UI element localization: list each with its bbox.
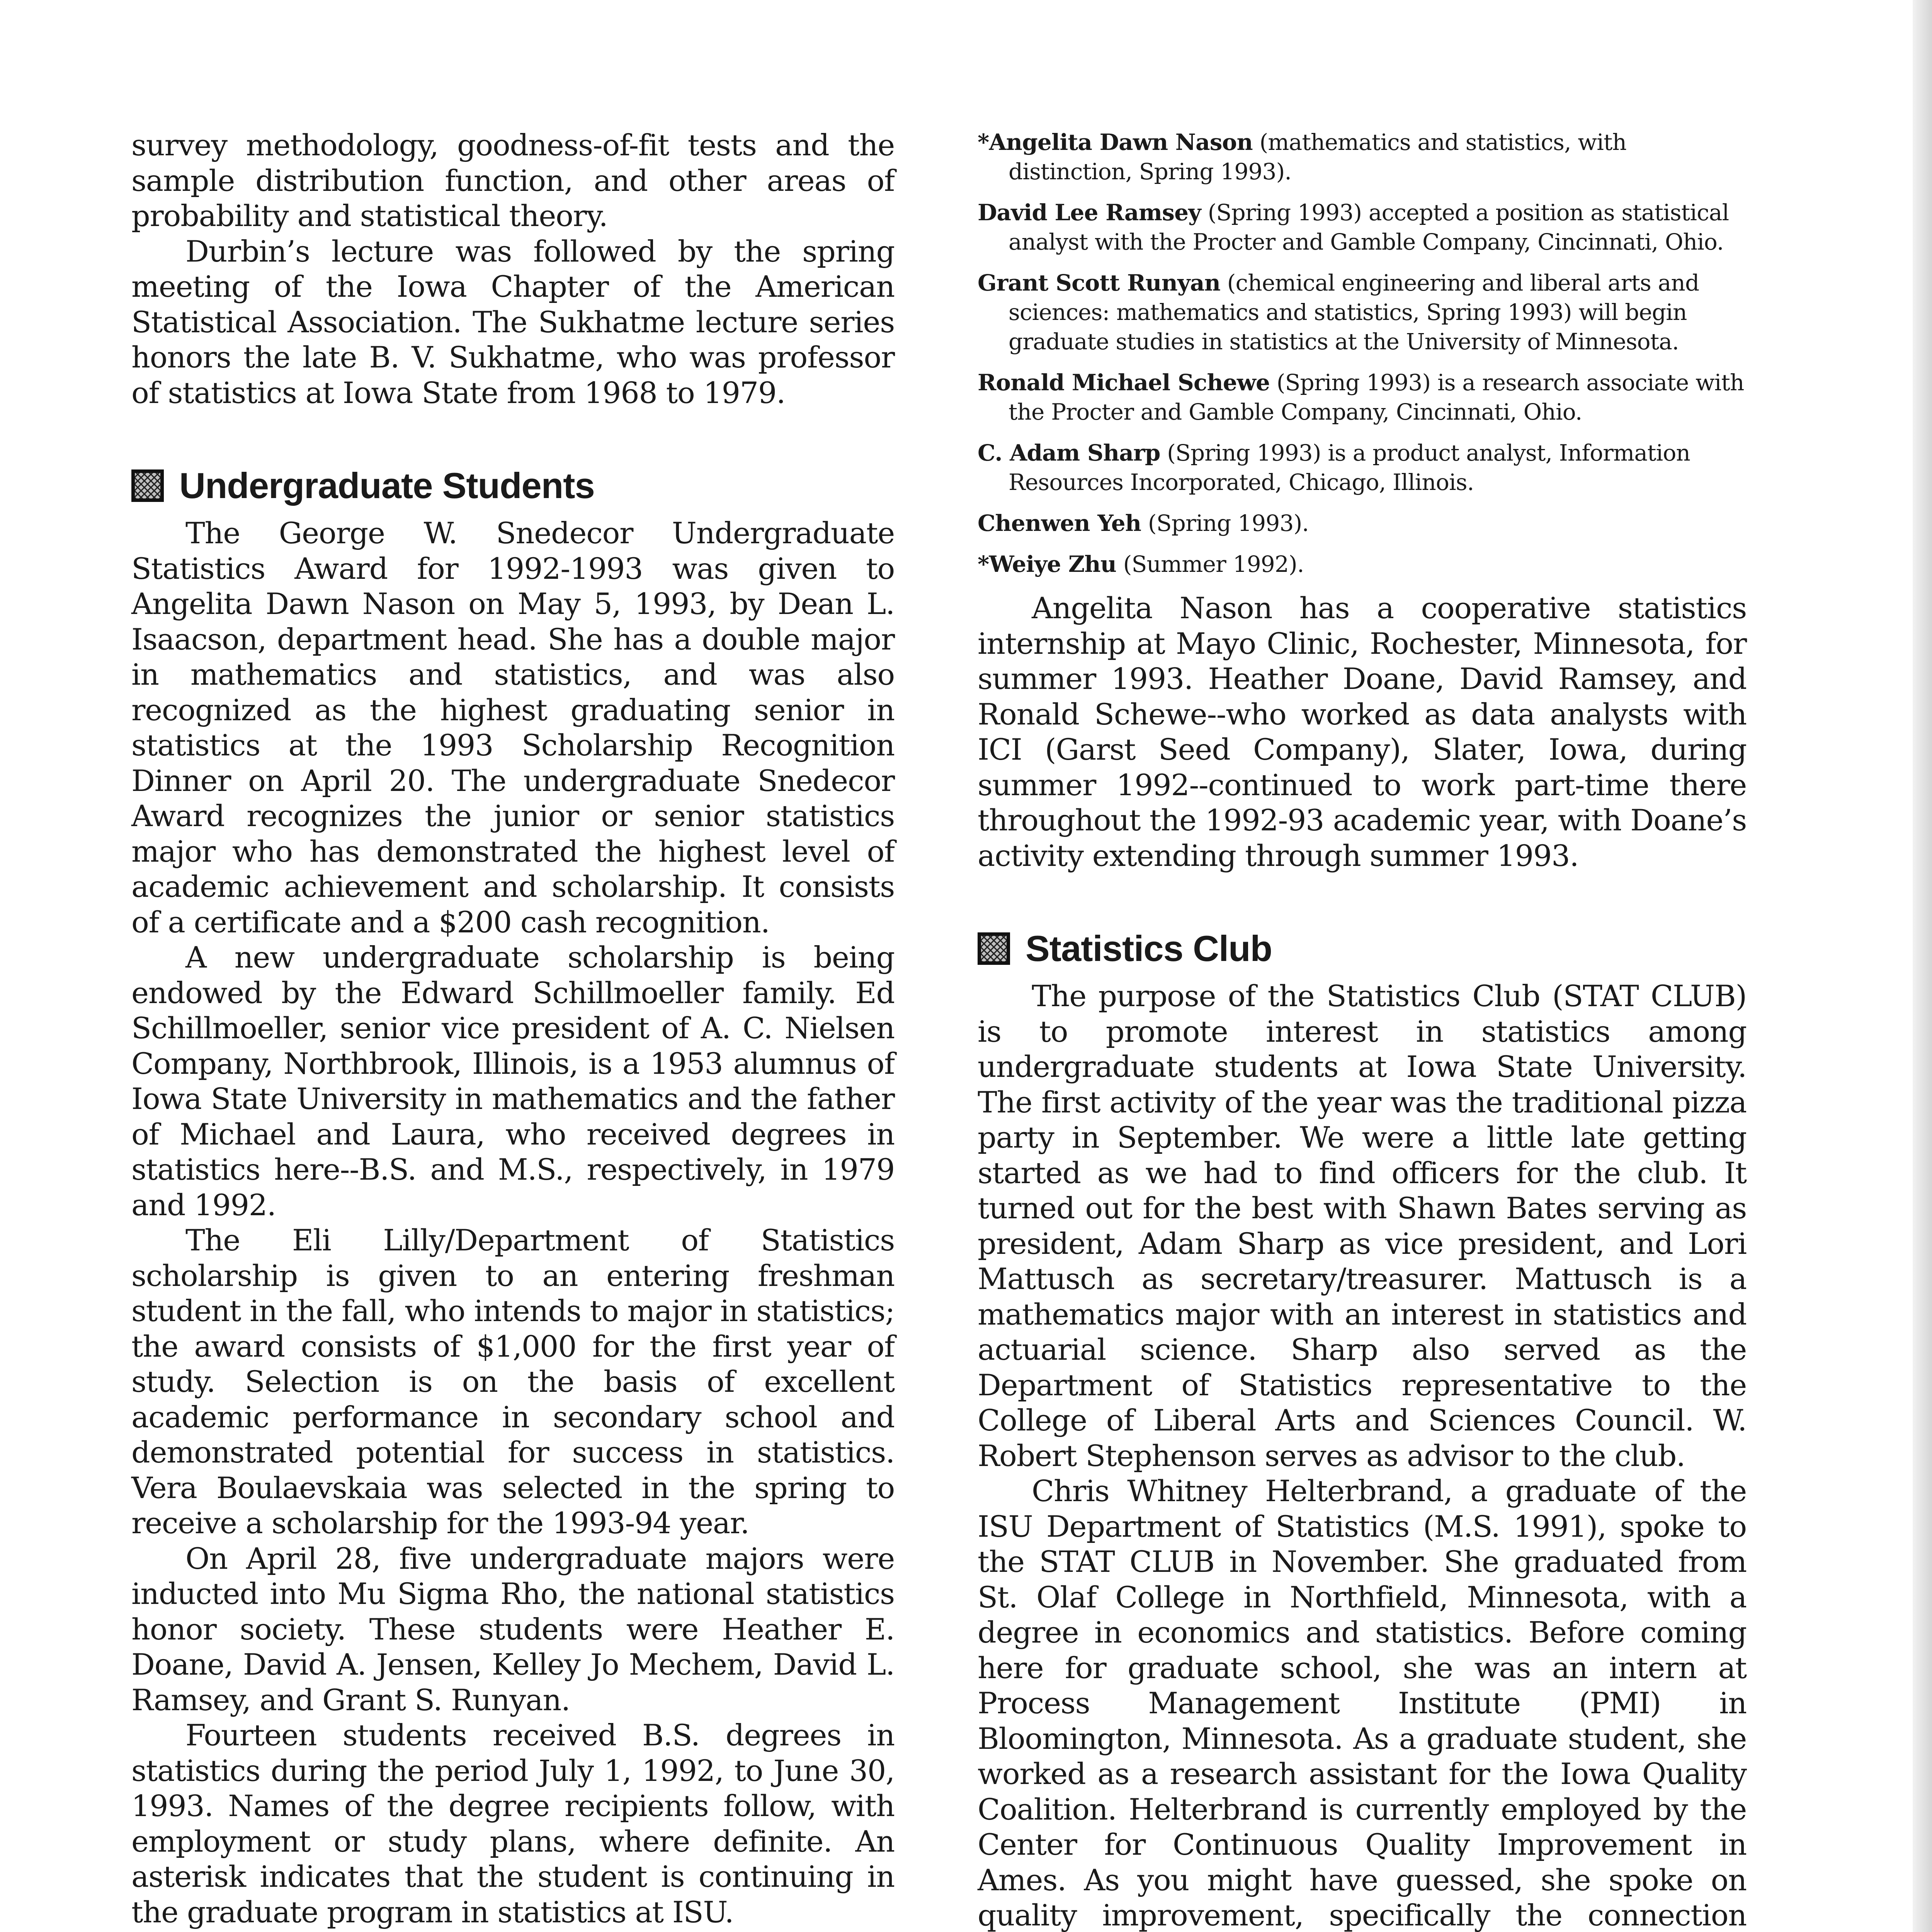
statistics-club-heading xyxy=(978,927,1747,970)
right-column xyxy=(978,128,1747,1932)
club-paragraph: Chris Whitney Helterbrand, a graduate of the ISU Department of Statistics (M.S. 1991), spoke to the STAT CLUB in November. She graduated from St. Olaf College in Northfield, Minnesota, with a degree in economics and statistics. Before coming here for graduate school, she was an intern at Process Management Institute (PMI) in Bloomington, Minnesota. As a graduate student, she worked as a research assistant for the Iowa Quality Coalition. Helterbrand is currently employed by the Center for Continuous Quality Improvement in Ames. As you might have guessed, she spoke on quality improvement, specifically the connection xyxy=(978,1474,1747,1932)
graduate-name: *Angelita Dawn Nason xyxy=(978,129,1253,155)
graduate-detail: (mathematics and statistics, with distinction, Spring 1993). xyxy=(1009,129,1627,185)
intro-paragraph: Durbin’s lecture was followed by the spring meeting of the Iowa Chapter of the American Statistical Association. The Sukhatme lecture series honors the late B. V. Sukhatme, who was professor of statistics at Iowa State from 1968 to 1979. xyxy=(131,234,895,410)
section-bullet-icon xyxy=(131,469,164,502)
section-title: Undergraduate Students xyxy=(179,465,595,506)
section-bullet-icon xyxy=(978,932,1010,965)
undergrad-paragraph: On April 28, five undergraduate majors were inducted into Mu Sigma Rho, the national statistics honor society. These students were Heather E. Doane, David A. Jensen, Kelley Jo Mechem, David L. Ramsey, and Grant S. Runyan. xyxy=(131,1541,895,1717)
graduate-detail: (Summer 1992). xyxy=(1123,551,1304,577)
graduate-entry xyxy=(978,198,1747,257)
graduate-entry xyxy=(978,128,1747,186)
graduate-entry xyxy=(978,368,1747,427)
graduate-detail: (Spring 1993) accepted a position as statistical analyst with the Procter and Gamble Company, Cincinnati, Ohio. xyxy=(1009,199,1729,255)
intro-paragraph-continued: survey methodology, goodness-of-fit tests and the sample distribution function, and other areas of probability and statistical theory. xyxy=(131,128,895,233)
undergrad-paragraph: The Eli Lilly/Department of Statistics scholarship is given to an entering freshman student in the fall, who intends to major in statistics; the award consists of $1,000 for the first year of study. Selection is on the basis of excellent academic performance in secondary school and demonstrated potential for success in statistics. Vera Boulaevskaia was selected in the spring to receive a scholarship for the 1993-94 year. xyxy=(131,1223,895,1540)
graduate-entry xyxy=(978,509,1747,538)
graduate-detail: (Spring 1993). xyxy=(1148,510,1309,536)
graduate-entry xyxy=(978,268,1747,356)
section-title: Statistics Club xyxy=(1026,928,1272,969)
graduate-name: *Weiye Zhu xyxy=(978,551,1117,577)
left-column xyxy=(131,128,895,1932)
graduate-name: Ronald Michael Schewe xyxy=(978,369,1270,396)
graduate-entry xyxy=(978,438,1747,497)
undergrad-paragraph: Fourteen students received B.S. degrees in statistics during the period July 1, 1992, to June 30, 1993. Names of the degree recipients follow, with employment or study plans, where definite. An asterisk indicates that the student is continuing in the graduate program in statistics at ISU. xyxy=(131,1718,895,1929)
club-paragraph: The purpose of the Statistics Club (STAT CLUB) is to promote interest in statistics among undergraduate students at Iowa State University. The first activity of the year was the traditional pizza party in September. We were a little late getting started as we had to find officers for the club. It turned out for the best with Shawn Bates serving as president, Adam Sharp as vice president, and Lori Mattusch as secretary/treasurer. Mattusch is a mathematics major with an interest in statistics and actuarial science. Sharp also served as the Department of Statistics representative to the College of Liberal Arts and Sciences Council. W. Robert Stephenson serves as advisor to the club. xyxy=(978,979,1747,1473)
undergrad-paragraph: A new undergraduate scholarship is being endowed by the Edward Schillmoeller family. Ed Schillmoeller, senior vice president of A. C. Nielsen Company, Northbrook, Illinois, is a 1953 alumnus of Iowa State University in mathematics and the father of Michael and Laura, who received degrees in statistics here--B.S. and M.S., respectively, in 1979 and 1992. xyxy=(131,940,895,1222)
graduate-name: Chenwen Yeh xyxy=(978,510,1141,536)
graduate-list-right xyxy=(978,128,1747,579)
internship-paragraph: Angelita Nason has a cooperative statistics internship at Mayo Clinic, Rochester, Minnesota, for summer 1993. Heather Doane, David Ramsey, and Ronald Schewe--who worked as data analysts with ICI (Garst Seed Company), Slater, Iowa, during summer 1992--continued to work part-time there throughout the 1992-93 academic year, with Doane’s activity extending through summer 1993. xyxy=(978,591,1747,873)
graduate-name: C. Adam Sharp xyxy=(978,440,1160,466)
graduate-name: David Lee Ramsey xyxy=(978,199,1201,226)
graduate-detail: (Spring 1993) is a research associate with the Procter and Gamble Company, Cincinnati, Ohio. xyxy=(1009,369,1744,425)
graduate-entry xyxy=(978,549,1747,579)
graduate-detail: (chemical engineering and liberal arts and sciences: mathematics and statistics, Spring 1993) will begin graduate studies in statistics at the University of Minnesota. xyxy=(1009,270,1699,355)
graduate-detail: (Spring 1993) is a product analyst, Information Resources Incorporated, Chicago, Illinois. xyxy=(1009,440,1690,495)
graduate-name: Grant Scott Runyan xyxy=(978,270,1221,296)
undergrad-paragraph: The George W. Snedecor Undergraduate Statistics Award for 1992-1993 was given to Angelita Dawn Nason on May 5, 1993, by Dean L. Isaacson, department head. She has a double major in mathematics and statistics, and was also recognized as the highest graduating senior in statistics at the 1993 Scholarship Recognition Dinner on April 20. The undergraduate Snedecor Award recognizes the junior or senior statistics major who has demonstrated the highest level of academic achievement and scholarship. It consists of a certificate and a $200 cash recognition. xyxy=(131,516,895,939)
undergraduate-students-heading xyxy=(131,464,895,507)
page-edge-shadow xyxy=(1913,0,1932,1932)
